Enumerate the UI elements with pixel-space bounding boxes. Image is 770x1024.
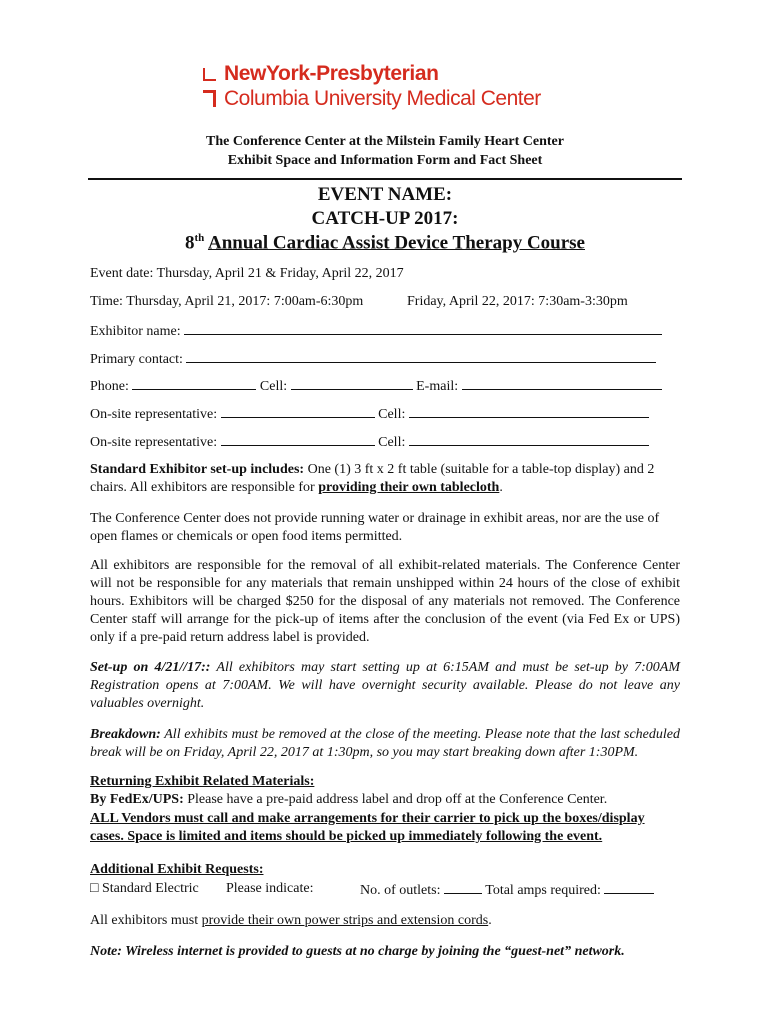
breakdown-paragraph — [90, 726, 680, 762]
logo-mark-top-icon — [203, 68, 216, 81]
onsite-rep-label-1: On-site representative: — [90, 407, 218, 422]
primary-contact-row — [90, 350, 656, 368]
outlets-label: No. of outlets: — [360, 883, 441, 898]
breakdown-text: All exhibits must be removed at the close of the meeting. Please note that the last scheduled break will be on Friday, April 22, 2017 at 1:30pm, so you may start breaking down after 1:30PM. — [90, 727, 680, 760]
header-line-1: The Conference Center at the Milstein Family Heart Center — [206, 134, 564, 149]
fedex-lead: By FedEx/UPS: — [90, 792, 184, 807]
wireless-note: Note: Wireless internet is provided to guests at no charge by joining the “guest-net” network. — [90, 944, 625, 959]
onsite-cell-field-2[interactable] — [409, 433, 649, 446]
please-indicate-label: Please indicate: — [226, 881, 314, 896]
onsite-rep-field-2[interactable] — [221, 433, 375, 446]
power-end: . — [488, 913, 492, 928]
setup-text: All exhibitors may start setting up at 6:15AM and must be set-up by 7:00AM Registration opens at 7:00AM. We will have overnight security available. Please do not leave any valuables overnight. — [90, 660, 680, 711]
phone-field[interactable] — [132, 377, 256, 390]
water-note-paragraph: The Conference Center does not provide running water or drainage in exhibit areas, nor are the use of open flames or chemicals or open food items permitted. — [90, 511, 660, 544]
outlets-field[interactable] — [444, 881, 482, 894]
additional-heading: Additional Exhibit Requests: — [90, 862, 264, 877]
standard-setup-end: . — [499, 480, 503, 495]
onsite-cell-label-1: Cell: — [378, 407, 406, 422]
logo-line-2: Columbia University Medical Center — [224, 87, 541, 110]
logo-mark-bottom-icon — [203, 90, 216, 107]
standard-setup-emphasis: providing their own tablecloth — [318, 480, 500, 495]
hospital-logo — [203, 62, 583, 112]
setup-paragraph — [90, 659, 680, 713]
outlets-group — [360, 881, 654, 899]
phone-row — [90, 377, 662, 395]
email-field[interactable] — [462, 377, 662, 390]
standard-setup-lead: Standard Exhibitor set-up includes: — [90, 462, 305, 477]
event-date: Event date: Thursday, April 21 & Friday, April 22, 2017 — [90, 266, 404, 281]
vendors-note: ALL Vendors must call and make arrangements for their carrier to pick up the boxes/display cases. Space is limited and items should be picked up immediately following the event. — [90, 811, 645, 844]
returning-heading: Returning Exhibit Related Materials: — [90, 774, 315, 789]
standard-setup-paragraph — [90, 461, 680, 497]
fedex-line — [90, 792, 607, 808]
fedex-text: Please have a pre-paid address label and drop off at the Conference Center. — [183, 792, 608, 807]
event-time-day1: Time: Thursday, April 21, 2017: 7:00am-6:30pm — [90, 294, 364, 309]
header-divider — [88, 178, 682, 180]
event-ordinal-suffix: th — [194, 232, 205, 244]
power-text: All exhibitors must — [90, 913, 202, 928]
onsite-cell-label-2: Cell: — [378, 435, 406, 450]
power-emphasis: provide their own power strips and extension cords — [201, 913, 489, 928]
event-name: CATCH-UP 2017: — [311, 208, 459, 229]
standard-electric-checkbox[interactable]: □ — [90, 881, 99, 896]
onsite-rep-label-2: On-site representative: — [90, 435, 218, 450]
electric-row — [90, 881, 199, 897]
onsite-rep-field-1[interactable] — [221, 405, 375, 418]
email-label: E-mail: — [416, 379, 459, 394]
onsite-cell-field-1[interactable] — [409, 405, 649, 418]
amps-field[interactable] — [604, 881, 654, 894]
power-note — [90, 913, 492, 929]
primary-contact-field[interactable] — [186, 350, 656, 363]
onsite-rep-row-2 — [90, 433, 649, 451]
cell-field[interactable] — [291, 377, 413, 390]
event-course-title: Annual Cardiac Assist Device Therapy Course — [207, 232, 585, 254]
removal-note-paragraph: All exhibitors are responsible for the removal of all exhibit-related materials. The Conference Center will not be responsible for any materials that remain unshipped within 24 hours of the close of exhibit hours. Exhibitors will be charged $250 for the disposal of any materials not removed. The Conference Center staff will arrange for the pick-up of items after the conclusion of the event (via Fed Ex or UPS) only if a pre-paid return address label is provided. — [90, 558, 680, 645]
exhibitor-name-row — [90, 322, 662, 340]
cell-label: Cell: — [259, 379, 288, 394]
exhibitor-name-field[interactable] — [184, 322, 662, 335]
event-ordinal: 8 — [184, 232, 195, 254]
phone-label: Phone: — [90, 379, 129, 394]
header-line-2: Exhibit Space and Information Form and Fact Sheet — [227, 153, 543, 168]
onsite-rep-row-1 — [90, 405, 649, 423]
event-time-day2: Friday, April 22, 2017: 7:30am-3:30pm — [407, 294, 628, 309]
event-course — [90, 232, 680, 254]
amps-label: Total amps required: — [485, 883, 601, 898]
breakdown-lead: Breakdown: — [90, 727, 161, 742]
primary-contact-label[interactable]: Primary contact: — [90, 352, 183, 367]
exhibitor-name-label: Exhibitor name: — [90, 324, 181, 339]
setup-lead: Set-up on 4/21//17:: — [90, 660, 211, 675]
standard-setup-text: One (1) 3 ft x 2 ft table (suitable for a table-top display) and 2 chairs. All exhibitors are responsible for — [90, 462, 655, 495]
event-label: EVENT NAME: — [317, 184, 453, 205]
standard-electric-label: Standard Electric — [101, 881, 199, 896]
logo-line-1: NewYork-Presbyterian — [224, 62, 439, 85]
